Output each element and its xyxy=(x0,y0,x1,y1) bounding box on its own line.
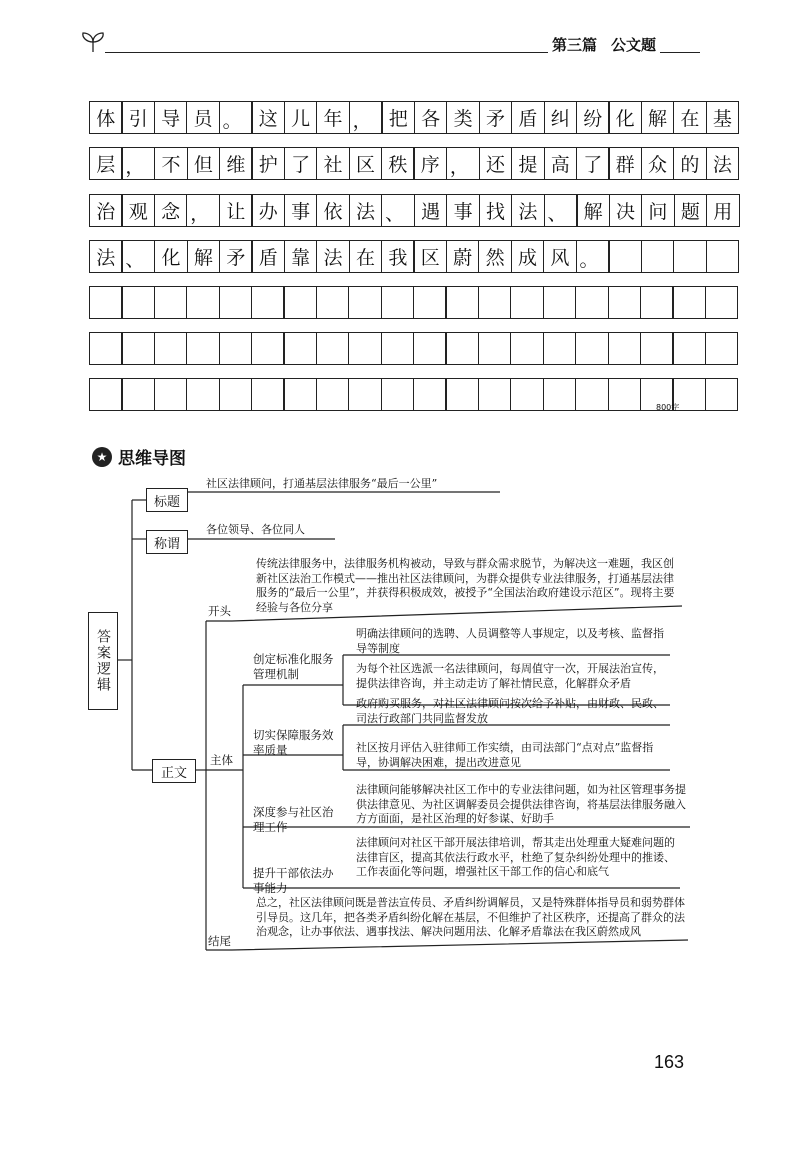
grid-cell: 找 xyxy=(479,194,513,227)
section-2-point-1: 政府购买服务，对社区法律顾问按次给予补贴，由财政、民政、司法行政部门共同监督发放 xyxy=(356,697,664,725)
grid-cell: 办 xyxy=(251,194,285,227)
grid-cell: 法 xyxy=(511,194,545,227)
section-2-label: 切实保障服务效率质量 xyxy=(253,728,334,757)
grid-cell: 社 xyxy=(316,147,350,180)
grid-cell: 。 xyxy=(219,101,253,134)
grid-cell: 区 xyxy=(413,240,447,273)
grid-cell: 风 xyxy=(543,240,577,273)
grid-cell: 群 xyxy=(608,147,642,180)
grid-cell: 序 xyxy=(413,147,447,180)
grid-cell: 、 xyxy=(381,194,415,227)
grid-cell: 引 xyxy=(121,101,155,134)
grid-cell: 在 xyxy=(673,101,707,134)
section-title: 公文题 xyxy=(611,36,657,54)
mindmap-heading-text: 思维导图 xyxy=(118,449,186,469)
grid-cell: 导 xyxy=(154,101,188,134)
section-1-point-1: 明确法律顾问的选聘、人员调整等人事规定，以及考核、监督指导等制度 xyxy=(356,627,664,655)
grid-cell: 靠 xyxy=(284,240,318,273)
section-2-point-2: 社区按月评估入驻律师工作实绩，由司法部门“点对点”监督指导，协调解决困难，提出改进意见 xyxy=(356,741,654,769)
grid-cell: 这 xyxy=(251,101,285,134)
title-text: 社区法律顾问，打通基层法律服务“最后一公里” xyxy=(206,477,438,490)
grid-cell: 层 xyxy=(89,147,123,180)
grid-cell: 矛 xyxy=(479,101,513,134)
grid-cell: 遇 xyxy=(414,194,448,227)
grid-cell: 秩 xyxy=(381,147,415,180)
section-1-point-2: 为每个社区选派一名法律顾问，每周值守一次，开展法治宣传，提供法律咨询，并主动走访了解社情民意，化解群众矛盾 xyxy=(356,662,664,690)
section-4-point-1: 法律顾问对社区干部开展法律培训，帮其走出处理重大疑难问题的法律盲区，提高其依法行政水平，杜绝了复杂纠纷处理中的推诿、工作表面化等问题，增强社区干部工作的信心和底气 xyxy=(356,836,675,878)
grid-cell: 依 xyxy=(316,194,350,227)
grid-cell: 护 xyxy=(251,147,285,180)
title-node: 标题 xyxy=(146,488,188,512)
grid-cell: 法 xyxy=(89,240,123,273)
grid-cell: 了 xyxy=(576,147,610,180)
grid-cell: 、 xyxy=(544,194,578,227)
ending-text: 总之，社区法律顾问既是普法宣传员、矛盾纠纷调解员，又是特殊群体指导员和弱势群体引导员。这几年，把各类矛盾纠纷化解在基层，不但维护了社区秩序，还提高了群众的法治观念，让办事依法、遇事找法、解决问题用法、化解矛盾靠法在我区蔚然成风 xyxy=(256,896,685,938)
grid-cell: 高 xyxy=(544,147,578,180)
grid-cell: 各 xyxy=(414,101,448,134)
root-node: 答案逻辑 xyxy=(88,612,118,710)
grid-cell: 在 xyxy=(349,240,383,273)
grid-cell: 儿 xyxy=(284,101,318,134)
grid-cell: 年 xyxy=(316,101,350,134)
grid-cell: 决 xyxy=(609,194,643,227)
grid-cell: 、 xyxy=(121,240,155,273)
grid-cell: 观 xyxy=(121,194,155,227)
grid-cell: 化 xyxy=(154,240,188,273)
grid-cell: 事 xyxy=(284,194,318,227)
grid-cell: 成 xyxy=(511,240,545,273)
grid-cell: 然 xyxy=(478,240,512,273)
grid-cell: 念 xyxy=(154,194,188,227)
grid-cell: 不 xyxy=(154,147,188,180)
section-1-label: 创定标准化服务管理机制 xyxy=(253,652,334,681)
grid-cell: 蔚 xyxy=(446,240,480,273)
grid-cell: 类 xyxy=(446,101,480,134)
grid-cell: 。 xyxy=(576,240,610,273)
grid-cell: 但 xyxy=(187,147,221,180)
grid-cell: 问 xyxy=(641,194,675,227)
section-4-label: 提升干部依法办事能力 xyxy=(253,866,334,895)
grid-cell: 提 xyxy=(511,147,545,180)
section-label: 第三篇 xyxy=(552,36,598,54)
grid-cell: 法 xyxy=(706,147,740,180)
body-node: 正文 xyxy=(152,759,196,783)
grid-cell: 了 xyxy=(284,147,318,180)
main-label: 主体 xyxy=(210,753,233,767)
page-number: 163 xyxy=(654,1052,685,1072)
grid-cell: ， xyxy=(186,194,220,227)
grid-cell: 法 xyxy=(349,194,383,227)
grid-cell: ， xyxy=(446,147,480,180)
grid-cell: ， xyxy=(349,101,383,134)
grid-cell: 用 xyxy=(706,194,740,227)
grid-cell: 化 xyxy=(608,101,642,134)
grid-cell: 体 xyxy=(89,101,123,134)
grid-cell: 事 xyxy=(446,194,480,227)
grid-cell: 题 xyxy=(674,194,708,227)
grid-cell: 把 xyxy=(381,101,415,134)
grid-cell: 区 xyxy=(349,147,383,180)
grid-cell: 法 xyxy=(316,240,350,273)
grid-cell: 盾 xyxy=(251,240,285,273)
grid-cell: 矛 xyxy=(219,240,253,273)
grid-cell: 基 xyxy=(706,101,740,134)
section-3-label: 深度参与社区治理工作 xyxy=(253,805,334,834)
grid-cell: 的 xyxy=(673,147,707,180)
star-badge-icon: ★ xyxy=(92,447,112,467)
grid-cell: 纷 xyxy=(576,101,610,134)
grid-cell: 还 xyxy=(479,147,513,180)
grid-cell: 纠 xyxy=(544,101,578,134)
grid-cell: 解 xyxy=(187,240,221,273)
section-3-point-1: 法律顾问能够解决社区工作中的专业法律问题，如为社区管理事务提供法律意见、为社区调解委员会提供法律咨询，将基层法律服务融入方方面面，是社区治理的好参谋、好助手 xyxy=(356,783,686,825)
opening-label: 开头 xyxy=(208,604,231,618)
grid-cell: 维 xyxy=(219,147,253,180)
grid-cell: 员 xyxy=(186,101,220,134)
grid-cell: 盾 xyxy=(511,101,545,134)
grid-cell: ， xyxy=(121,147,155,180)
grid-cell: 治 xyxy=(89,194,123,227)
salute-node: 称谓 xyxy=(146,530,188,554)
grid-cell: 让 xyxy=(219,194,253,227)
salute-text: 各位领导、各位同人 xyxy=(206,523,305,536)
word-count: 800字 xyxy=(656,403,680,412)
ending-label: 结尾 xyxy=(208,934,231,948)
grid-cell: 解 xyxy=(576,194,610,227)
opening-text: 传统法律服务中，法律服务机构被动，导致与群众需求脱节，为解决这一难题，我区创新社区法治工作模式——推出社区法律顾问，为群众提供专业法律服务，打通基层法律服务的“最后一公里”，并获得积极成效，被授予“全国法治政府建设示范区”。现将主要经验与各位分享 xyxy=(256,557,675,614)
grid-cell: 众 xyxy=(641,147,675,180)
grid-cell: 解 xyxy=(641,101,675,134)
grid-cell: 我 xyxy=(381,240,415,273)
